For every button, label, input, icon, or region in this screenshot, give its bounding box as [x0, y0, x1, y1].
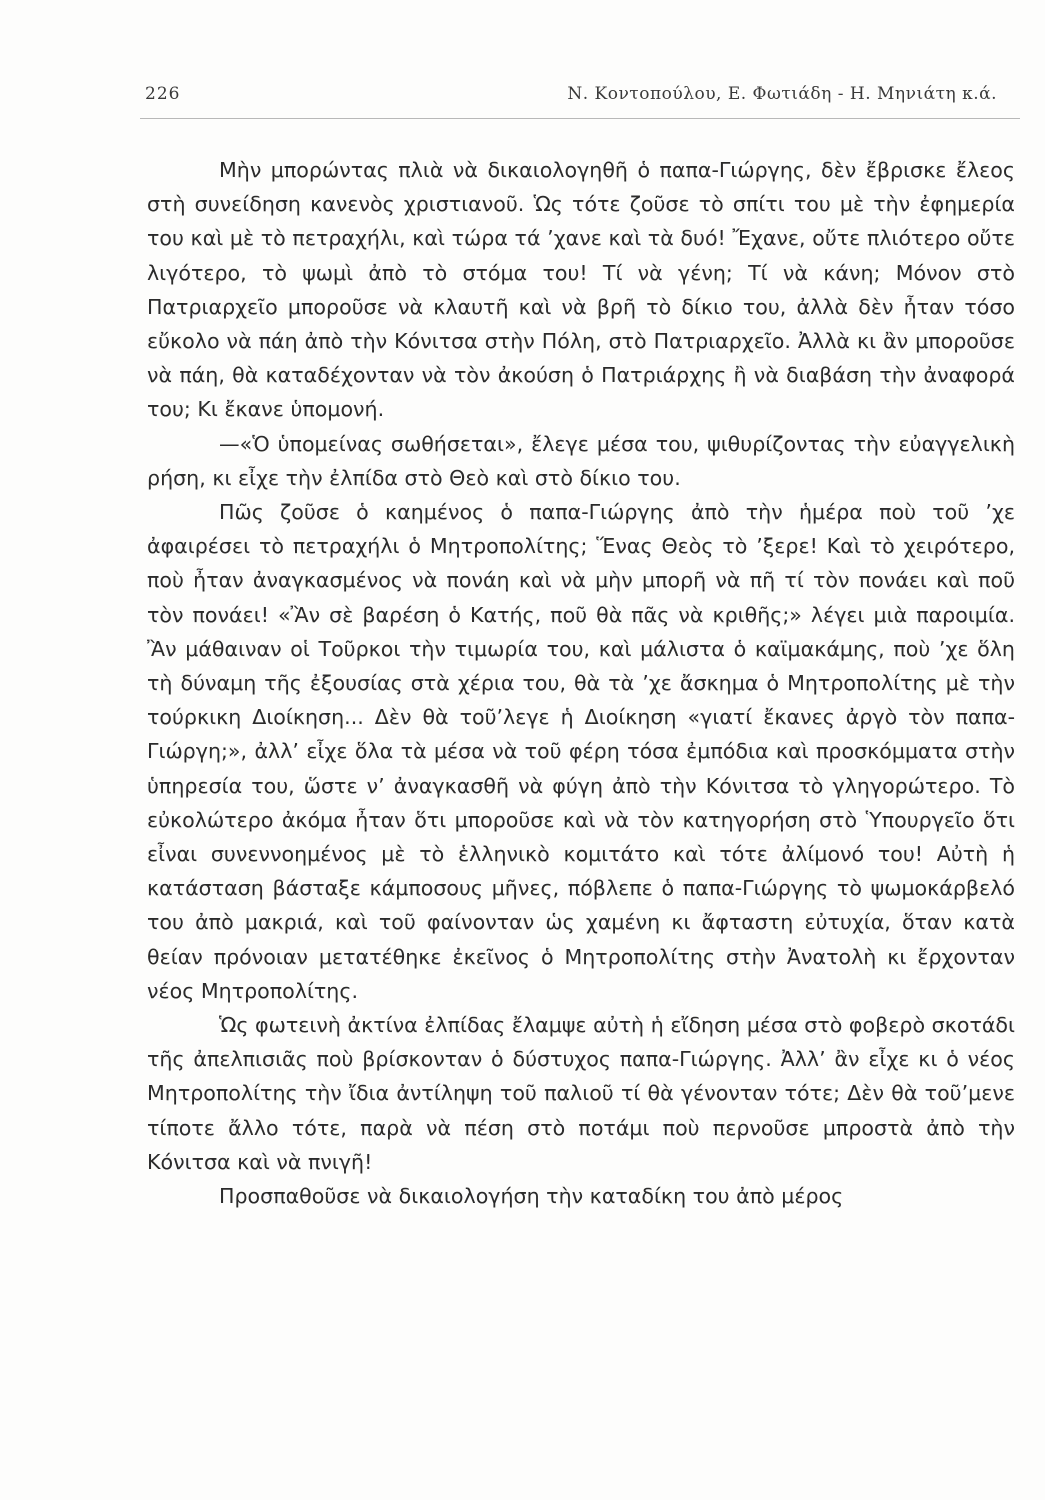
paragraph: Προσπαθοῦσε νὰ δικαιολογήση τὴν καταδίκη του ἀπὸ μέρος [219, 1184, 844, 1209]
header-rule [140, 118, 1020, 119]
paragraph: —«Ὁ ὑπομείνας σωθήσεται», ἔλεγε μέσα του, ψιθυρίζοντας τὴν εὐαγγελικὴ ρήση, κι εἶχε τὴν ἐλπίδα στὸ Θεὸ καὶ στὸ δίκιο του. [147, 431, 1015, 490]
body-text [147, 153, 1015, 1213]
running-head [145, 84, 1015, 114]
page-number: 226 [145, 84, 181, 104]
paragraph: Πῶς ζοῦσε ὁ καημένος ὁ παπα-Γιώργης ἀπὸ τὴν ἡμέρα ποὺ τοῦ ’χε ἀφαιρέσει τὸ πετραχήλι ὁ Μητροπολίτης; Ἕνας Θεὸς τὸ ’ξερε! Καὶ τὸ χειρότερο, ποὺ ἦταν ἀναγκασμένος νὰ πονάη καὶ νὰ μὴν μπορῆ νὰ πῆ τί τὸν πονάει καὶ ποῦ τὸν πονάει! «Ἂν σὲ βαρέση ὁ Κατής, ποῦ θὰ πᾶς νὰ κριθῆς;» λέγει μιὰ παροιμία. Ἂν μάθαιναν οἱ Τοῦρκοι τὴν τιμωρία του, καὶ μάλιστα ὁ καϊμακάμης, ποὺ ’χε ὅλη τὴ δύναμη τῆς ἐξουσίας στὰ χέρια του, θὰ τὰ ’χε ἄσκημα ὁ Μητροπολίτης μὲ τὴν τούρκικη Διοίκηση... Δὲν θὰ τοῦ’λεγε ἡ Διοίκηση «γιατί ἔκανες ἀργὸ τὸν παπα-Γιώργη;», ἀλλ’ εἶχε ὅλα τὰ μέσα νὰ τοῦ φέρη τόσα ἐμπόδια καὶ προσκόμματα στὴν ὑπηρεσία του, ὥστε ν’ ἀναγκασθῆ νὰ φύγη ἀπὸ τὴν Κόνιτσα τὸ γληγορώτερο. Τὸ εὐκολώτερο ἀκόμα ἦταν ὅτι μποροῦσε καὶ νὰ τὸν κατηγορήση στὸ Ὑπουργεῖο ὅτι εἶναι συνεννοημένος μὲ τὸ ἑλληνικὸ κομιτάτο καὶ τότε ἀλίμονό του! Αὐτὴ ἡ κατάσταση βάσταξε κάμποσους μῆνες, πόβλεπε ὁ παπα-Γιώργης τὸ ψωμοκάρβελό του ἀπὸ μακριά, καὶ τοῦ φαίνονταν ὡς χαμένη κι ἄφταστη εὐτυχία, ὅταν κατὰ θείαν πρόνοιαν μετατέθηκε ἐκεῖνος ὁ Μητροπολίτης στὴν Ἀνατολὴ κι ἔρχονταν νέος Μητροπολίτης. [147, 500, 1015, 1003]
paragraph: Μὴν μπορώντας πλιὰ νὰ δικαιολογηθῆ ὁ παπα-Γιώργης, δὲν ἔβρισκε ἔλεος στὴ συνείδηση κανενὸς χριστιανοῦ. Ὡς τότε ζοῦσε τὸ σπίτι του μὲ τὴν ἐφημερία του καὶ μὲ τὸ πετραχήλι, καὶ τώρα τά ’χανε καὶ τὰ δυό! Ἔχανε, οὔτε πλιότερο οὔτε λιγότερο, τὸ ψωμὶ ἀπὸ τὸ στόμα του! Τί νὰ γένη; Τί νὰ κάνη; Μόνον στὸ Πατριαρχεῖο μποροῦσε νὰ κλαυτῆ καὶ νὰ βρῆ τὸ δίκιο του, ἀλλὰ δὲν ἦταν τόσο εὔκολο νὰ πάη ἀπὸ τὴν Κόνιτσα στὴν Πόλη, στὸ Πατριαρχεῖο. Ἀλλὰ κι ἂν μποροῦσε νὰ πάη, θὰ καταδέχονταν νὰ τὸν ἀκούση ὁ Πατριάρχης ἢ νὰ διαβάση τὴν ἀναφορά του; Κι ἔκανε ὑπομονή. [147, 158, 1015, 422]
paragraph: Ὡς φωτεινὴ ἀκτίνα ἐλπίδας ἔλαμψε αὐτὴ ἡ εἴδηση μέσα στὸ φοβερὸ σκοτάδι τῆς ἀπελπισιᾶς ποὺ βρίσκονταν ὁ δύστυχος παπα-Γιώργης. Ἀλλ’ ἂν εἶχε κι ὁ νέος Μητροπολίτης τὴν ἴδια ἀντίληψη τοῦ παλιοῦ τί θὰ γένονταν τότε; Δὲν θὰ τοῦ’μενε τίποτε ἄλλο τότε, παρὰ νὰ πέση στὸ ποτάμι ποὺ περνοῦσε μπροστὰ ἀπὸ τὴν Κόνιτσα καὶ νὰ πνιγῆ! [147, 1013, 1015, 1174]
running-head-authors: Ν. Κοντοπούλου, Ε. Φωτιάδη - Η. Μηνιάτη κ.ά. [567, 84, 997, 104]
